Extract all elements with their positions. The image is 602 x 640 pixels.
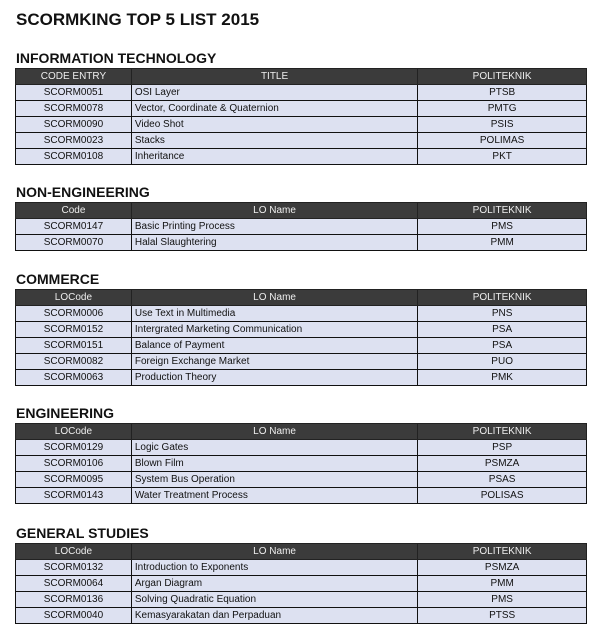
- name-cell: Logic Gates: [131, 440, 417, 456]
- section-information-technology: [15, 51, 587, 165]
- politeknik-cell: PTSB: [418, 85, 587, 101]
- name-cell: Argan Diagram: [131, 576, 417, 592]
- code-cell: SCORM0151: [16, 338, 132, 354]
- politeknik-cell: PSMZA: [418, 456, 587, 472]
- table-row: [16, 488, 587, 504]
- section-heading: ENGINEERING: [16, 405, 115, 421]
- page-title: SCORMKING TOP 5 LIST 2015: [16, 10, 260, 29]
- code-cell: SCORM0095: [16, 472, 132, 488]
- politeknik-cell: PSAS: [418, 472, 587, 488]
- section-general-studies: [15, 526, 587, 624]
- name-cell: System Bus Operation: [131, 472, 417, 488]
- section-non-engineering: [15, 185, 587, 251]
- name-cell: Inheritance: [131, 149, 417, 165]
- table-row: [16, 133, 587, 149]
- table-row: [16, 117, 587, 133]
- column-header: CODE ENTRY: [16, 69, 132, 85]
- name-cell: Solving Quadratic Equation: [131, 592, 417, 608]
- code-cell: SCORM0152: [16, 322, 132, 338]
- name-cell: Introduction to Exponents: [131, 560, 417, 576]
- column-header: POLITEKNIK: [418, 544, 587, 560]
- section-table: [15, 202, 587, 251]
- politeknik-cell: PSMZA: [418, 560, 587, 576]
- table-header-row: [16, 290, 587, 306]
- politeknik-cell: PTSS: [418, 608, 587, 624]
- table-row: [16, 338, 587, 354]
- code-cell: SCORM0082: [16, 354, 132, 370]
- politeknik-cell: PSA: [418, 322, 587, 338]
- code-cell: SCORM0132: [16, 560, 132, 576]
- code-cell: SCORM0023: [16, 133, 132, 149]
- section-heading: NON-ENGINEERING: [16, 184, 150, 200]
- code-cell: SCORM0040: [16, 608, 132, 624]
- name-cell: Vector, Coordinate & Quaternion: [131, 101, 417, 117]
- name-cell: Water Treatment Process: [131, 488, 417, 504]
- code-cell: SCORM0070: [16, 235, 132, 251]
- code-cell: SCORM0147: [16, 219, 132, 235]
- name-cell: Production Theory: [131, 370, 417, 386]
- section-table: [15, 68, 587, 165]
- code-cell: SCORM0078: [16, 101, 132, 117]
- politeknik-cell: PMTG: [418, 101, 587, 117]
- politeknik-cell: PSA: [418, 338, 587, 354]
- table-row: [16, 456, 587, 472]
- name-cell: Intergrated Marketing Communication: [131, 322, 417, 338]
- table-row: [16, 560, 587, 576]
- politeknik-cell: PSP: [418, 440, 587, 456]
- section-table: [15, 289, 587, 386]
- politeknik-cell: POLISAS: [418, 488, 587, 504]
- table-row: [16, 576, 587, 592]
- name-cell: Stacks: [131, 133, 417, 149]
- name-cell: Use Text in Multimedia: [131, 306, 417, 322]
- table-header-row: [16, 544, 587, 560]
- table-header-row: [16, 203, 587, 219]
- politeknik-cell: PUO: [418, 354, 587, 370]
- column-header: LOCode: [16, 544, 132, 560]
- table-row: [16, 472, 587, 488]
- table-row: [16, 235, 587, 251]
- section-engineering: [15, 406, 587, 504]
- table-row: [16, 370, 587, 386]
- name-cell: Foreign Exchange Market: [131, 354, 417, 370]
- name-cell: Kemasyarakatan dan Perpaduan: [131, 608, 417, 624]
- politeknik-cell: PMK: [418, 370, 587, 386]
- column-header: LO Name: [131, 203, 417, 219]
- column-header: LO Name: [131, 290, 417, 306]
- name-cell: OSI Layer: [131, 85, 417, 101]
- table-row: [16, 306, 587, 322]
- politeknik-cell: PKT: [418, 149, 587, 165]
- table-row: [16, 354, 587, 370]
- politeknik-cell: PMS: [418, 592, 587, 608]
- column-header: POLITEKNIK: [418, 203, 587, 219]
- section-heading: COMMERCE: [16, 271, 100, 287]
- table-row: [16, 85, 587, 101]
- code-cell: SCORM0129: [16, 440, 132, 456]
- section-table: [15, 543, 587, 624]
- column-header: Code: [16, 203, 132, 219]
- politeknik-cell: POLIMAS: [418, 133, 587, 149]
- code-cell: SCORM0143: [16, 488, 132, 504]
- politeknik-cell: PMM: [418, 576, 587, 592]
- name-cell: Basic Printing Process: [131, 219, 417, 235]
- name-cell: Blown Film: [131, 456, 417, 472]
- politeknik-cell: PMS: [418, 219, 587, 235]
- column-header: POLITEKNIK: [418, 424, 587, 440]
- name-cell: Video Shot: [131, 117, 417, 133]
- section-heading: INFORMATION TECHNOLOGY: [16, 50, 217, 66]
- name-cell: Halal Slaughtering: [131, 235, 417, 251]
- column-header: POLITEKNIK: [418, 290, 587, 306]
- politeknik-cell: PSIS: [418, 117, 587, 133]
- table-header-row: [16, 424, 587, 440]
- section-heading: GENERAL STUDIES: [16, 525, 149, 541]
- code-cell: SCORM0106: [16, 456, 132, 472]
- table-row: [16, 101, 587, 117]
- name-cell: Balance of Payment: [131, 338, 417, 354]
- code-cell: SCORM0063: [16, 370, 132, 386]
- column-header: TITLE: [131, 69, 417, 85]
- code-cell: SCORM0006: [16, 306, 132, 322]
- table-row: [16, 219, 587, 235]
- code-cell: SCORM0064: [16, 576, 132, 592]
- table-row: [16, 440, 587, 456]
- column-header: LOCode: [16, 290, 132, 306]
- table-header-row: [16, 69, 587, 85]
- table-row: [16, 592, 587, 608]
- code-cell: SCORM0108: [16, 149, 132, 165]
- table-row: [16, 608, 587, 624]
- code-cell: SCORM0051: [16, 85, 132, 101]
- table-row: [16, 149, 587, 165]
- politeknik-cell: PNS: [418, 306, 587, 322]
- section-commerce: [15, 272, 587, 386]
- code-cell: SCORM0090: [16, 117, 132, 133]
- column-header: LOCode: [16, 424, 132, 440]
- column-header: LO Name: [131, 424, 417, 440]
- table-row: [16, 322, 587, 338]
- politeknik-cell: PMM: [418, 235, 587, 251]
- code-cell: SCORM0136: [16, 592, 132, 608]
- column-header: POLITEKNIK: [418, 69, 587, 85]
- column-header: LO Name: [131, 544, 417, 560]
- section-table: [15, 423, 587, 504]
